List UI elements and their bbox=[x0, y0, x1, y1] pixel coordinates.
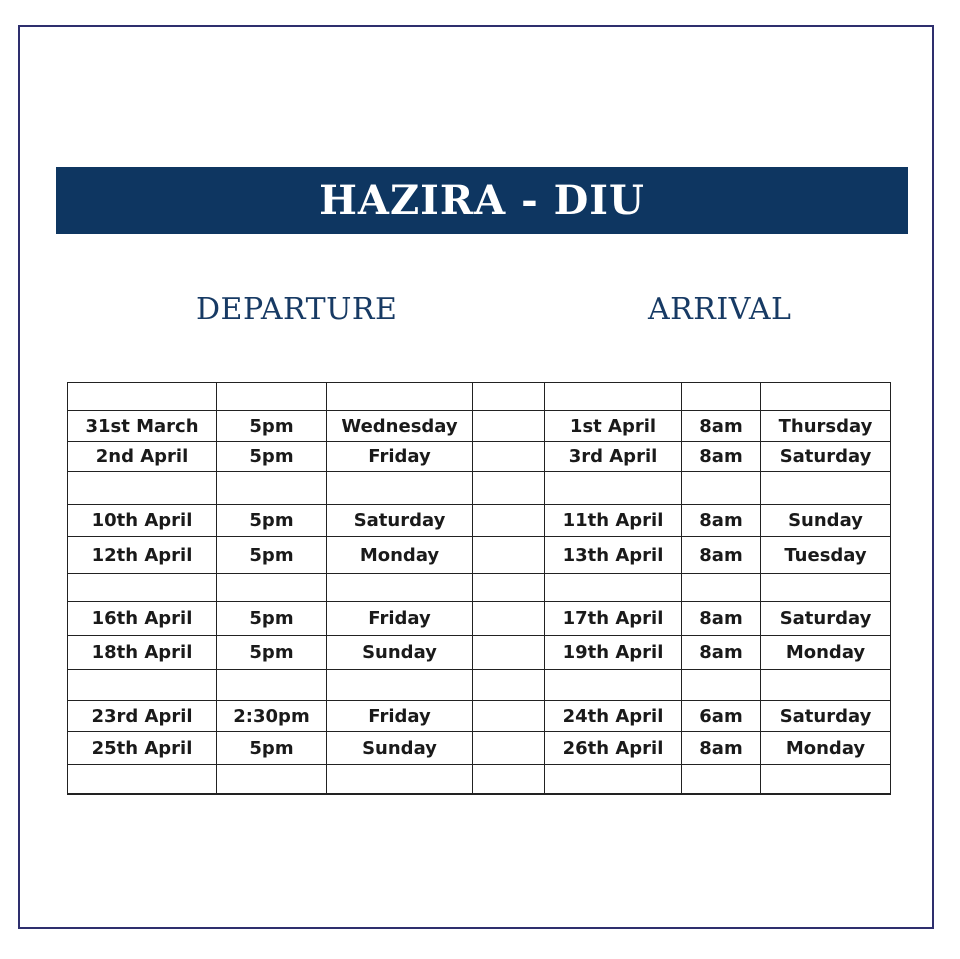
departure-day-cell bbox=[327, 574, 473, 602]
arrival-date-cell: 19th April bbox=[545, 636, 682, 670]
departure-date-cell: 16th April bbox=[68, 602, 217, 636]
arrival-time-cell: 8am bbox=[682, 505, 761, 537]
spacer-cell bbox=[473, 636, 545, 670]
schedule-row bbox=[68, 670, 891, 701]
spacer-cell bbox=[473, 765, 545, 794]
route-title-banner bbox=[56, 167, 908, 234]
arrival-time-cell bbox=[682, 574, 761, 602]
departure-day-cell: Sunday bbox=[327, 732, 473, 765]
departure-day-cell: Saturday bbox=[327, 505, 473, 537]
arrival-date-cell: 24th April bbox=[545, 701, 682, 732]
spacer-cell bbox=[473, 602, 545, 636]
arrival-day-cell: Thursday bbox=[761, 411, 891, 442]
departure-time-cell bbox=[217, 383, 327, 411]
departure-heading: DEPARTURE bbox=[196, 292, 398, 327]
departure-time-cell bbox=[217, 765, 327, 794]
spacer-cell bbox=[473, 505, 545, 537]
schedule-row bbox=[68, 442, 891, 472]
spacer-cell bbox=[473, 537, 545, 574]
departure-time-cell bbox=[217, 670, 327, 701]
arrival-date-cell bbox=[545, 383, 682, 411]
departure-date-cell bbox=[68, 472, 217, 505]
departure-day-cell: Friday bbox=[327, 602, 473, 636]
arrival-date-cell: 13th April bbox=[545, 537, 682, 574]
schedule-row bbox=[68, 765, 891, 794]
arrival-time-cell: 8am bbox=[682, 442, 761, 472]
arrival-day-cell bbox=[761, 765, 891, 794]
arrival-time-cell bbox=[682, 383, 761, 411]
departure-day-cell: Monday bbox=[327, 537, 473, 574]
departure-time-cell: 5pm bbox=[217, 732, 327, 765]
departure-date-cell: 23rd April bbox=[68, 701, 217, 732]
arrival-time-cell bbox=[682, 670, 761, 701]
arrival-time-cell bbox=[682, 472, 761, 505]
arrival-date-cell bbox=[545, 765, 682, 794]
arrival-time-cell: 8am bbox=[682, 537, 761, 574]
arrival-time-cell: 8am bbox=[682, 602, 761, 636]
arrival-day-cell bbox=[761, 383, 891, 411]
arrival-time-cell: 8am bbox=[682, 411, 761, 442]
departure-day-cell: Friday bbox=[327, 442, 473, 472]
departure-time-cell: 5pm bbox=[217, 602, 327, 636]
arrival-time-cell: 6am bbox=[682, 701, 761, 732]
spacer-cell bbox=[473, 383, 545, 411]
departure-date-cell bbox=[68, 670, 217, 701]
arrival-time-cell bbox=[682, 765, 761, 794]
departure-time-cell: 5pm bbox=[217, 537, 327, 574]
arrival-day-cell: Monday bbox=[761, 636, 891, 670]
departure-date-cell: 12th April bbox=[68, 537, 217, 574]
arrival-date-cell: 26th April bbox=[545, 732, 682, 765]
departure-time-cell: 5pm bbox=[217, 442, 327, 472]
schedule-row bbox=[68, 472, 891, 505]
schedule-row bbox=[68, 602, 891, 636]
departure-day-cell: Sunday bbox=[327, 636, 473, 670]
schedule-row bbox=[68, 636, 891, 670]
arrival-date-cell bbox=[545, 670, 682, 701]
arrival-day-cell: Sunday bbox=[761, 505, 891, 537]
departure-day-cell bbox=[327, 383, 473, 411]
departure-time-cell bbox=[217, 574, 327, 602]
arrival-date-cell: 11th April bbox=[545, 505, 682, 537]
arrival-day-cell: Tuesday bbox=[761, 537, 891, 574]
departure-time-cell: 5pm bbox=[217, 411, 327, 442]
arrival-day-cell: Saturday bbox=[761, 442, 891, 472]
spacer-cell bbox=[473, 701, 545, 732]
schedule-row bbox=[68, 574, 891, 602]
arrival-date-cell: 17th April bbox=[545, 602, 682, 636]
spacer-cell bbox=[473, 411, 545, 442]
departure-date-cell bbox=[68, 765, 217, 794]
arrival-day-cell bbox=[761, 670, 891, 701]
arrival-day-cell: Saturday bbox=[761, 602, 891, 636]
departure-date-cell: 10th April bbox=[68, 505, 217, 537]
spacer-cell bbox=[473, 670, 545, 701]
departure-time-cell: 2:30pm bbox=[217, 701, 327, 732]
arrival-time-cell: 8am bbox=[682, 636, 761, 670]
arrival-date-cell: 1st April bbox=[545, 411, 682, 442]
arrival-day-cell: Monday bbox=[761, 732, 891, 765]
spacer-cell bbox=[473, 472, 545, 505]
departure-day-cell: Wednesday bbox=[327, 411, 473, 442]
spacer-cell bbox=[473, 574, 545, 602]
arrival-date-cell bbox=[545, 472, 682, 505]
arrival-day-cell: Saturday bbox=[761, 701, 891, 732]
departure-date-cell: 2nd April bbox=[68, 442, 217, 472]
schedule-row bbox=[68, 537, 891, 574]
departure-day-cell: Friday bbox=[327, 701, 473, 732]
spacer-cell bbox=[473, 442, 545, 472]
departure-time-cell: 5pm bbox=[217, 636, 327, 670]
arrival-day-cell bbox=[761, 472, 891, 505]
spacer-cell bbox=[473, 732, 545, 765]
schedule-row bbox=[68, 505, 891, 537]
departure-date-cell bbox=[68, 383, 217, 411]
route-title: HAZIRA - DIU bbox=[319, 177, 645, 224]
schedule-row bbox=[68, 411, 891, 442]
schedule-table bbox=[67, 382, 891, 795]
arrival-day-cell bbox=[761, 574, 891, 602]
departure-date-cell: 25th April bbox=[68, 732, 217, 765]
departure-time-cell bbox=[217, 472, 327, 505]
departure-date-cell: 31st March bbox=[68, 411, 217, 442]
arrival-date-cell bbox=[545, 574, 682, 602]
departure-date-cell bbox=[68, 574, 217, 602]
departure-time-cell: 5pm bbox=[217, 505, 327, 537]
schedule-row bbox=[68, 732, 891, 765]
departure-day-cell bbox=[327, 670, 473, 701]
arrival-time-cell: 8am bbox=[682, 732, 761, 765]
schedule-row bbox=[68, 383, 891, 411]
departure-day-cell bbox=[327, 472, 473, 505]
departure-day-cell bbox=[327, 765, 473, 794]
departure-date-cell: 18th April bbox=[68, 636, 217, 670]
arrival-heading: ARRIVAL bbox=[648, 292, 792, 327]
arrival-date-cell: 3rd April bbox=[545, 442, 682, 472]
schedule-row bbox=[68, 701, 891, 732]
